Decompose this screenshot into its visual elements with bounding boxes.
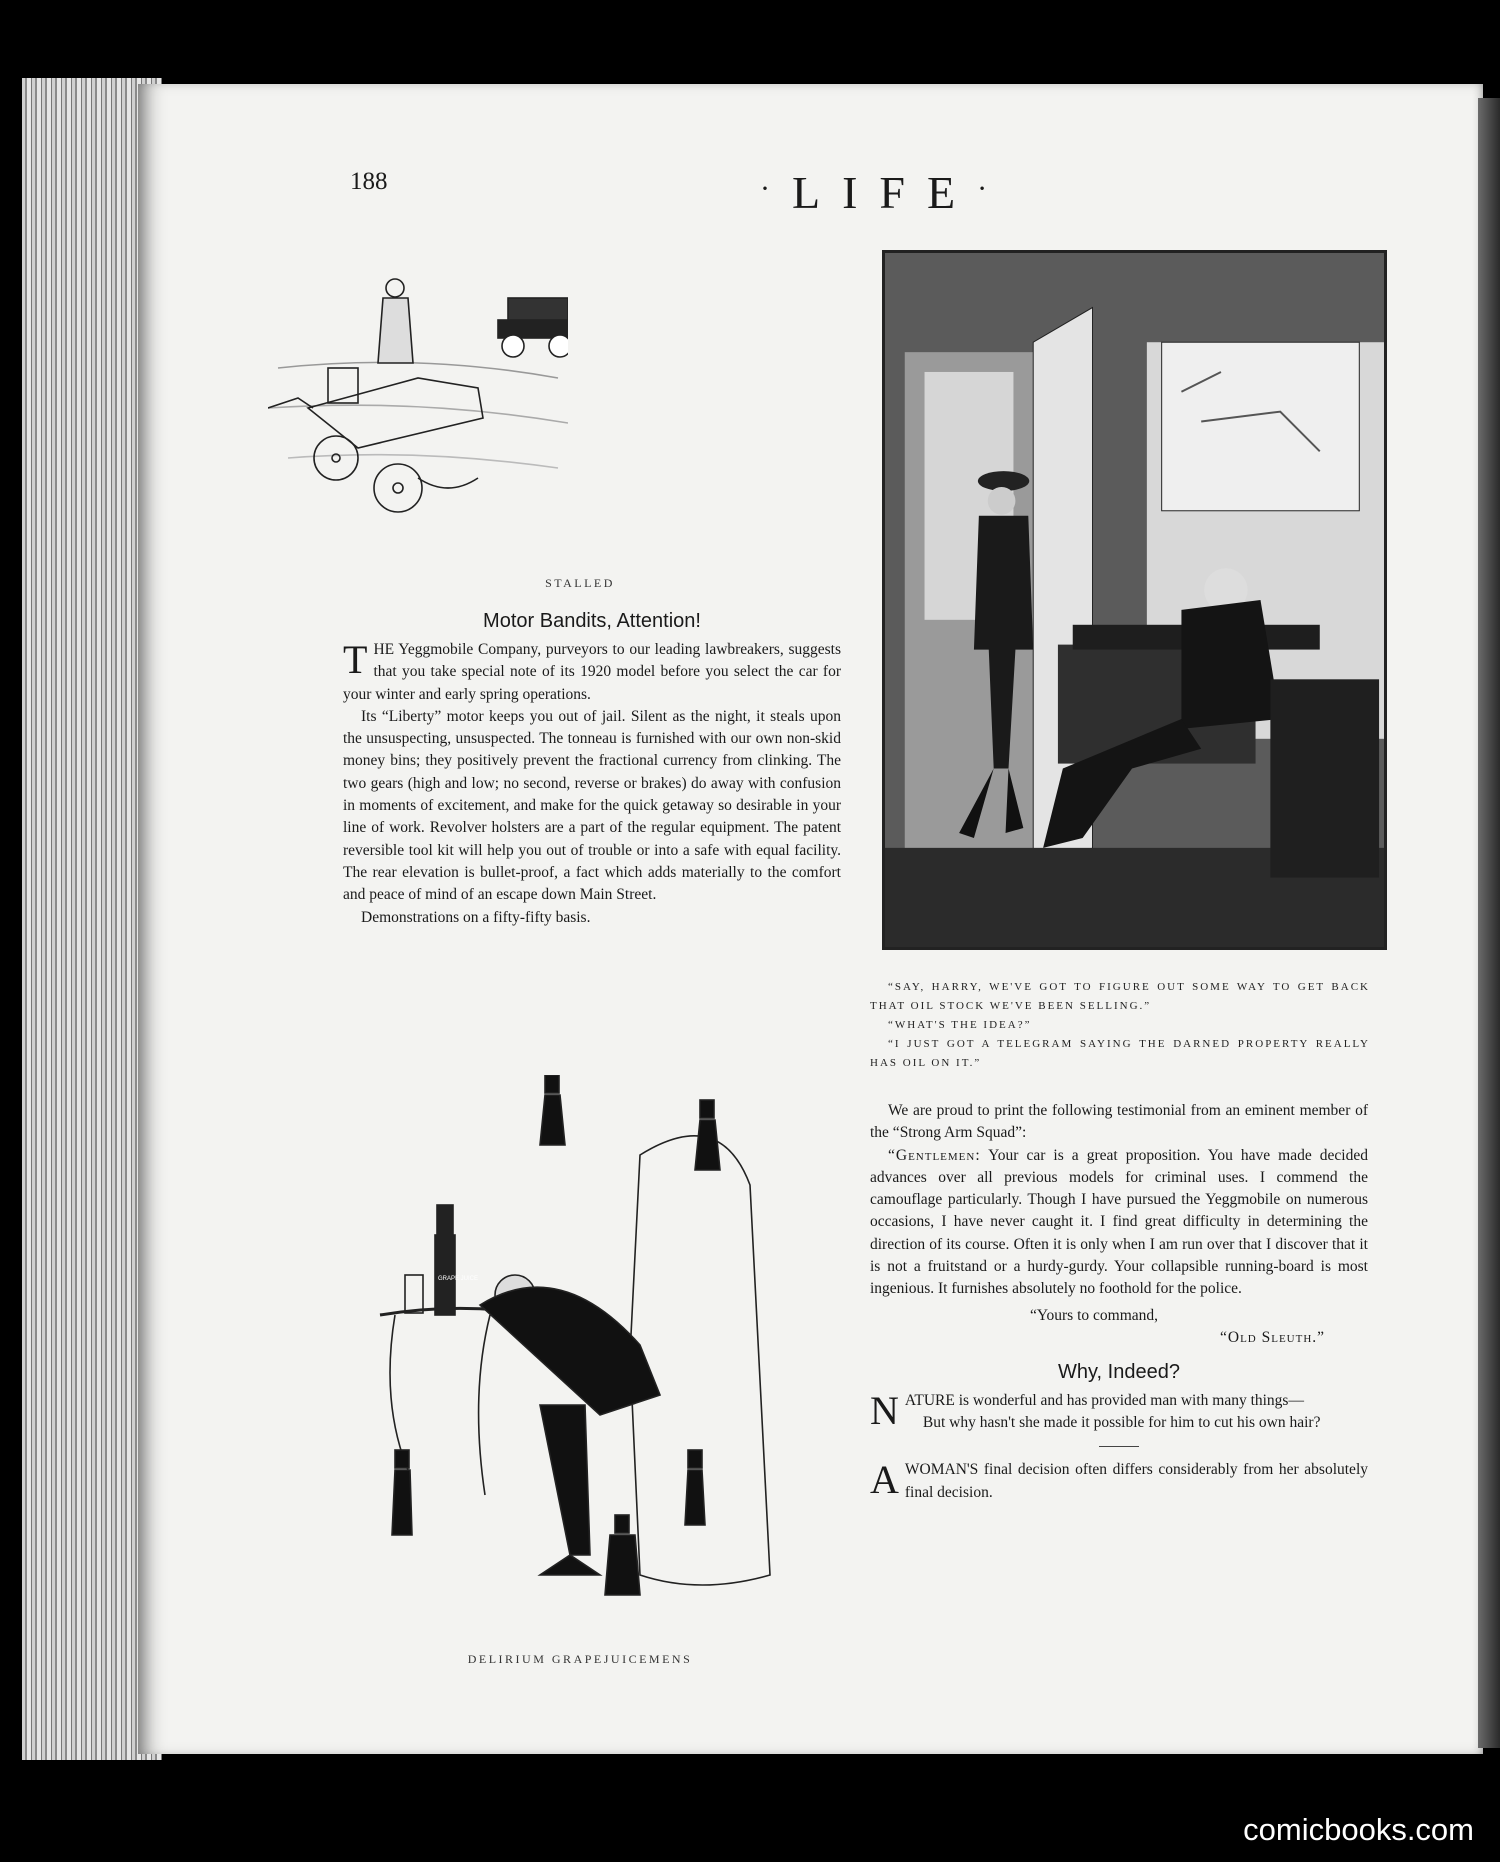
stalled-caption: STALLED <box>545 576 615 590</box>
delirium-caption: DELIRIUM GRAPEJUICEMENS <box>467 1652 693 1666</box>
section-divider <box>1099 1446 1139 1447</box>
office-caption <box>870 978 1370 1073</box>
testimonial-signature: “Old Sleuth.” <box>1220 1328 1326 1346</box>
office-caption-line-3: “I JUST GOT A TELEGRAM SAYING THE DARNED PROPERTY REALLY HAS OIL ON IT.” <box>870 1038 1370 1069</box>
why-indeed-paragraph-1-text: ATURE is wonderful and has provided man with many things— <box>904 1391 1304 1409</box>
dropcap-n: N <box>870 1387 899 1433</box>
masthead-dot-left: · <box>760 172 792 205</box>
woman-item <box>870 1459 1368 1504</box>
office-scene-drawing <box>885 253 1384 947</box>
motor-bandits-paragraph-1-text: HE Yeggmobile Company, purveyors to our leading lawbreakers, suggests that you take special note of its 1920 model before you select the car for your winter and early spring operations. <box>343 641 841 703</box>
masthead-dot-right: · <box>977 172 1010 205</box>
testimonial-intro: We are proud to print the following testimonial from an eminent member of the “Strong Arm Squad”: <box>870 1102 1368 1142</box>
testimonial-body-text: Your car is a great proposition. You have made decided advances over all previous models for criminal uses. I commend the camouflage particularly. Though I have pursued the Yeggmobile on numerous occasions, I have never caught it. I find great difficulty in determining the direction of its course. Often it is only when I am run over that I discover that it is not a fruitstand or a hurdy-gurdy. Your collapsible running-board is most ingenious. It furnishes absolutely no foothold for the police. <box>870 1146 1368 1298</box>
page-number: 188 <box>350 168 388 195</box>
delirium-illustration <box>340 1075 835 1645</box>
masthead-title: LIFE <box>792 167 978 218</box>
motor-bandits-paragraph-3: Demonstrations on a fifty-fifty basis. <box>361 908 591 926</box>
office-illustration <box>882 250 1387 950</box>
book-spine-shadow <box>1478 98 1500 1748</box>
testimonial-closing: “Yours to command, <box>1030 1306 1159 1324</box>
office-caption-line-2: “WHAT'S THE IDEA?” <box>888 1019 1032 1031</box>
motor-bandits-paragraph-2: Its “Liberty” motor keeps you out of jail. Silent as the night, it steals upon the unsuspecting, unsuspected. The tonneau is furnished with our own non-skid money bins; they positively prevent the fractional currency from clinking. The two gears (high and low; no second, reverse or brakes) do away with confusion in moments of excitement, and make for the quick getaway so desirable in your line of work. Revolver holsters are a part of the regular equipment. The patent reversible tool kit will help you out of trouble or into a safe with equal facility. The rear elevation is bullet-proof, a fact which adds materially to the comfort and peace of mind of an escape down Main Street. <box>343 707 841 904</box>
stalled-car-drawing <box>268 258 568 558</box>
motor-bandits-article <box>343 610 841 929</box>
delirium-drawing <box>340 1075 835 1645</box>
testimonial-body <box>870 1145 1368 1301</box>
dropcap-t: T <box>343 637 368 682</box>
woman-item-text: WOMAN'S final decision often differs considerably from her absolutely final decision. <box>904 1461 1368 1501</box>
right-column-text <box>870 1100 1368 1504</box>
stalled-car-illustration <box>268 258 568 558</box>
testimonial-salutation: “Gentlemen: <box>888 1146 981 1164</box>
dropcap-a: A <box>870 1457 899 1503</box>
why-indeed-paragraph-2: But why hasn't she made it possible for him to cut his own hair? <box>922 1413 1321 1431</box>
why-indeed-headline: Why, Indeed? <box>1058 1360 1180 1383</box>
office-caption-line-1: “SAY, HARRY, WE'VE GOT TO FIGURE OUT SOME WAY TO GET BACK THAT OIL STOCK WE'VE BEEN SELLING.” <box>870 981 1370 1012</box>
masthead <box>760 166 1009 219</box>
motor-bandits-paragraph-1 <box>343 639 841 706</box>
motor-bandits-headline: Motor Bandits, Attention! <box>483 610 701 632</box>
watermark: comicbooks.com <box>1243 1812 1474 1847</box>
bottle-label: GRAPE JUICE <box>438 1276 479 1282</box>
